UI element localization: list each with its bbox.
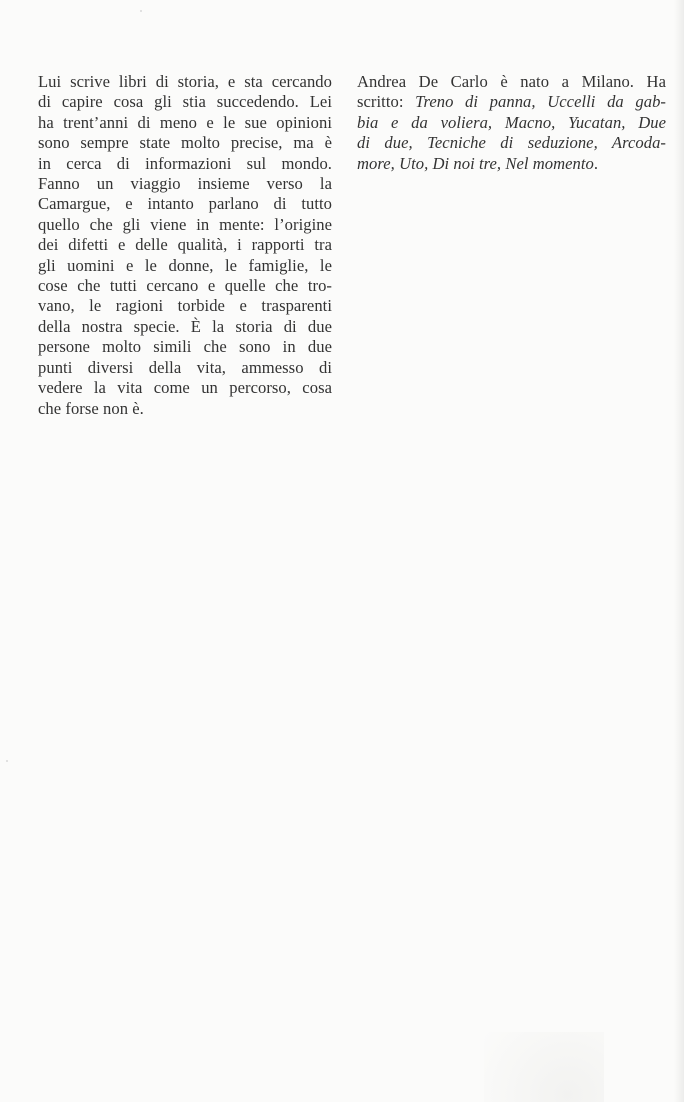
synopsis-line: gli uomini e le donne, le famiglie, le [38, 255, 332, 275]
synopsis-line: sono sempre state molto precise, ma è [38, 133, 332, 153]
synopsis-line: cose che tutti cercano e quelle che tro- [38, 276, 332, 296]
synopsis-line: Camargue, e intanto parlano di tutto [38, 194, 332, 214]
bio-titles: more, Uto, Di noi tre, Nel momento [357, 153, 594, 173]
synopsis-line: vedere la vita come un percorso, cosa [38, 378, 332, 398]
paper-speck [140, 10, 142, 12]
bio-line: Andrea De Carlo è nato a Milano. Ha [357, 72, 666, 91]
bio-line [357, 154, 666, 174]
paper-smudge [484, 1032, 604, 1102]
synopsis-line: di capire cosa gli stia succedendo. Lei [38, 92, 332, 112]
bio-line [357, 92, 666, 112]
synopsis-line: punti diversi della vita, ammesso di [38, 357, 332, 377]
paper-edge-shading [674, 0, 684, 1102]
synopsis-line: vano, le ragioni torbide e trasparenti [38, 296, 332, 316]
bio-line: di due, Tecniche di seduzione, Arcoda- [357, 133, 666, 153]
synopsis-line: che forse non è. [38, 398, 144, 418]
synopsis-line: ha trent’anni di meno e le sue opinioni [38, 112, 332, 132]
synopsis-line: Fanno un viaggio insieme verso la [38, 174, 332, 194]
bio-titles: Treno di panna, Uccelli da gab- [415, 92, 666, 112]
synopsis-line: Lui scrive libri di storia, e sta cercando [38, 72, 332, 91]
author-bio-column [357, 72, 666, 174]
synopsis-line: persone molto simili che sono in due [38, 337, 332, 357]
synopsis-line: della nostra specie. È la storia di due [38, 316, 332, 336]
synopsis-line: in cerca di informazioni sul mondo. [38, 153, 332, 173]
synopsis-line: quello che gli viene in mente: l’origine [38, 214, 332, 234]
bio-text: . [593, 153, 599, 173]
book-synopsis-column [38, 72, 332, 419]
bio-text: scritto: [357, 92, 416, 112]
paper-speck [6, 760, 8, 762]
synopsis-line: dei difetti e delle qualità, i rapporti tra [38, 235, 332, 255]
bio-line: bia e da voliera, Macno, Yucatan, Due [357, 112, 666, 132]
